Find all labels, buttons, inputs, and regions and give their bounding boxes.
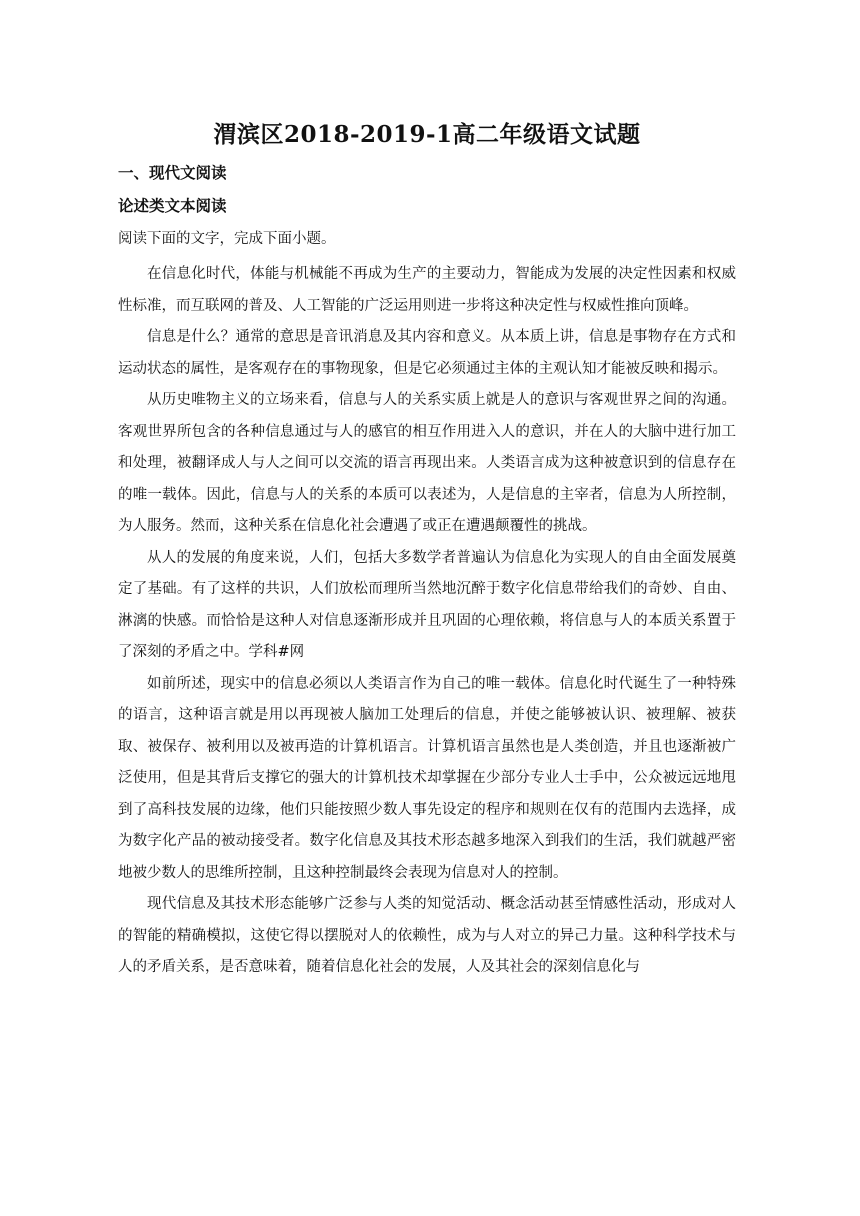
paragraph: 从人的发展的角度来说，人们，包括大多数学者普遍认为信息化为实现人的自由全面发展奠定了基础。有了这样的共识，人们放松而理所当然地沉醉于数字化信息带给我们的奇妙、自由、淋漓的快感。而恰恰是这种人对信息逐渐形成并且巩固的心理依赖，将信息与人的本质关系置于了深刻的矛盾之中。学科#网	[118, 549, 736, 660]
reading-instruction: 阅读下面的文字，完成下面小题。	[118, 231, 336, 247]
paragraph: 如前所述，现实中的信息必须以人类语言作为自己的唯一载体。信息化时代诞生了一种特殊的语言，这种语言就是用以再现被人脑加工处理后的信息，并使之能够被认识、被理解、被获取、被保存、被利用以及被再造的计算机语言。计算机语言虽然也是人类创造，并且也逐渐被广泛使用，但是其背后支撑它的强大的计算机技术却掌握在少部分专业人士手中，公众被远远地甩到了高科技发展的边缘，他们只能按照少数人事先设定的程序和规则在仅有的范围内去选择，成为数字化产品的被动接受者。数字化信息及其技术形态越多地深入到我们的生活，我们就越严密地被少数人的思维所控制，且这种控制最终会表现为信息对人的控制。	[118, 675, 736, 881]
paragraph: 从历史唯物主义的立场来看，信息与人的关系实质上就是人的意识与客观世界之间的沟通。客观世界所包含的各种信息通过与人的感官的相互作用进入人的意识，并在人的大脑中进行加工和处理，被翻译成人与人之间可以交流的语言再现出来。人类语言成为这种被意识到的信息存在的唯一载体。因此，信息与人的关系的本质可以表述为，人是信息的主宰者，信息为人所控制，为人服务。然而，这种关系在信息化社会遭遇了或正在遭遇颠覆性的挑战。	[118, 392, 736, 534]
document-title: 渭滨区2018-2019-1高二年级语文试题	[213, 121, 641, 148]
paragraph: 信息是什么？通常的意思是音讯消息及其内容和意义。从本质上讲，信息是事物存在方式和运动状态的属性，是客观存在的事物现象，但是它必须通过主体的主观认知才能被反映和揭示。	[118, 329, 736, 377]
section-heading: 一、现代文阅读	[118, 164, 227, 182]
paragraph: 现代信息及其技术形态能够广泛参与人类的知觉活动、概念活动甚至情感性活动，形成对人的智能的精确模拟，这使它得以摆脱对人的依赖性，成为与人对立的异己力量。这种科学技术与人的矛盾关系，是否意味着，随着信息化社会的发展，人及其社会的深刻信息化与	[118, 896, 736, 975]
paragraph: 在信息化时代，体能与机械能不再成为生产的主要动力，智能成为发展的决定性因素和权威性标准，而互联网的普及、人工智能的广泛运用则进一步将这种决定性与权威性推向顶峰。	[118, 266, 736, 314]
subsection-heading: 论述类文本阅读	[118, 197, 227, 215]
